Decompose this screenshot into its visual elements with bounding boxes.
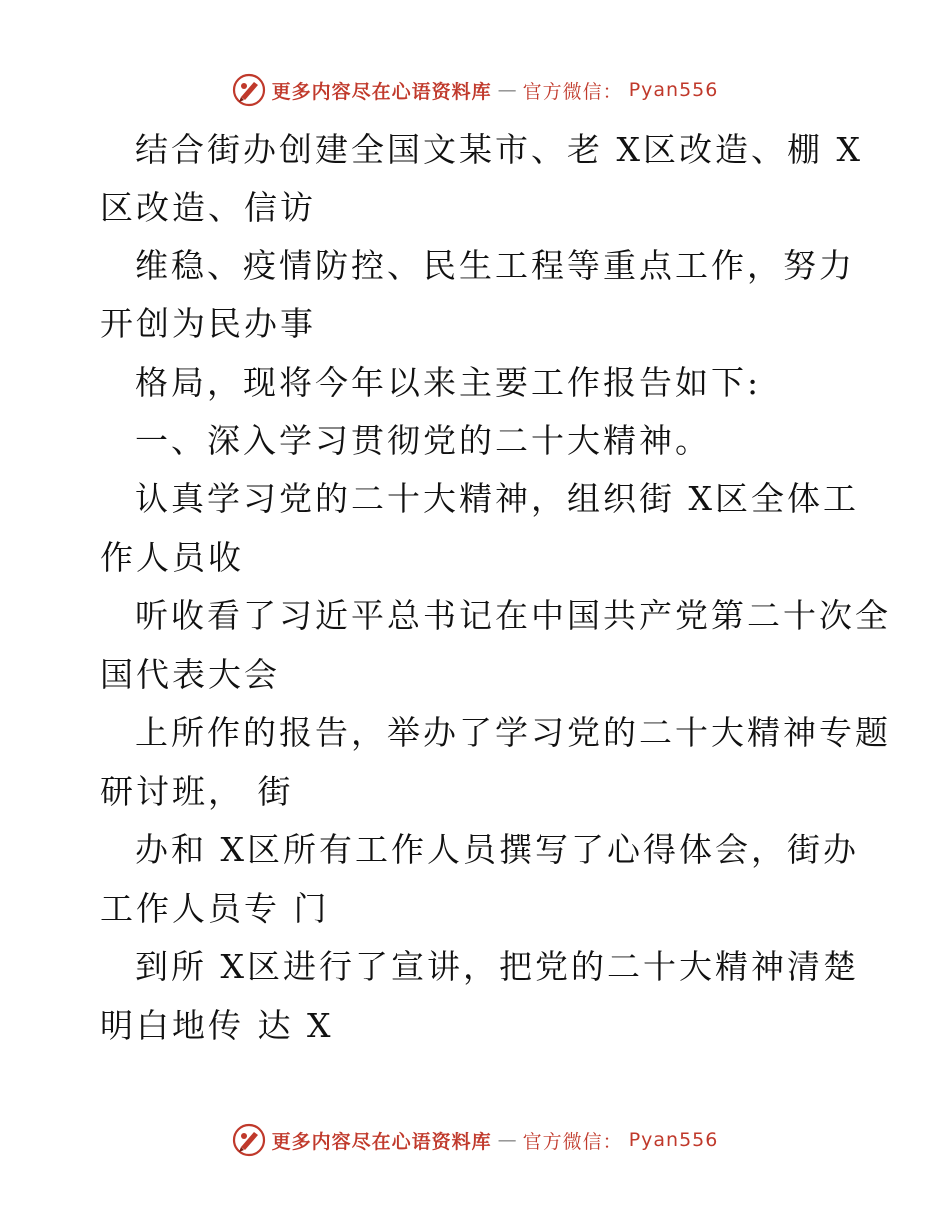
text-line: 开创为民办事 <box>100 304 316 343</box>
watermark-contact-id: Pyan556 <box>628 1129 719 1151</box>
header-watermark <box>0 70 950 110</box>
text-line: 区改造、信访 <box>100 188 316 227</box>
pen-logo-icon <box>232 73 266 107</box>
watermark-brand-text: 更多内容尽在心语资料库 <box>271 1130 492 1153</box>
text-line: 明白地传 达 X <box>100 1006 334 1045</box>
watermark-contact-label: 官方微信： <box>522 80 623 103</box>
text-line: 认真学习党的二十大精神，组织街 X区全体工 <box>135 479 859 518</box>
text-line: 研讨班， 街 <box>100 772 294 811</box>
watermark-separator: — <box>497 79 517 101</box>
watermark-brand-text: 更多内容尽在心语资料库 <box>271 80 492 103</box>
text-line: 维稳、疫情防控、民生工程等重点工作，努力 <box>135 246 855 285</box>
text-line: 到所 X区进行了宣讲，把党的二十大精神清楚 <box>135 947 859 986</box>
text-line: 作人员收 <box>100 538 244 577</box>
watermark-contact-id: Pyan556 <box>628 79 719 101</box>
text-line: 听收看了习近平总书记在中国共产党第二十次全 <box>135 596 891 635</box>
text-line: 上所作的报告，举办了学习党的二十大精神专题 <box>135 713 891 752</box>
footer-watermark <box>0 1120 950 1160</box>
text-line: 工作人员专 门 <box>100 889 330 928</box>
text-line: 办和 X区所有工作人员撰写了心得体会，街办 <box>135 830 859 869</box>
watermark-contact-label: 官方微信： <box>522 1130 623 1153</box>
text-line: 国代表大会 <box>100 655 280 694</box>
text-line: 结合街办创建全国文某市、老 X区改造、棚 X <box>135 130 863 169</box>
text-line: 一、深入学习贯彻党的二十大精神。 <box>135 421 711 460</box>
watermark-separator: — <box>497 1129 517 1151</box>
pen-logo-icon <box>232 1123 266 1157</box>
text-line: 格局，现将今年以来主要工作报告如下: <box>135 363 762 402</box>
